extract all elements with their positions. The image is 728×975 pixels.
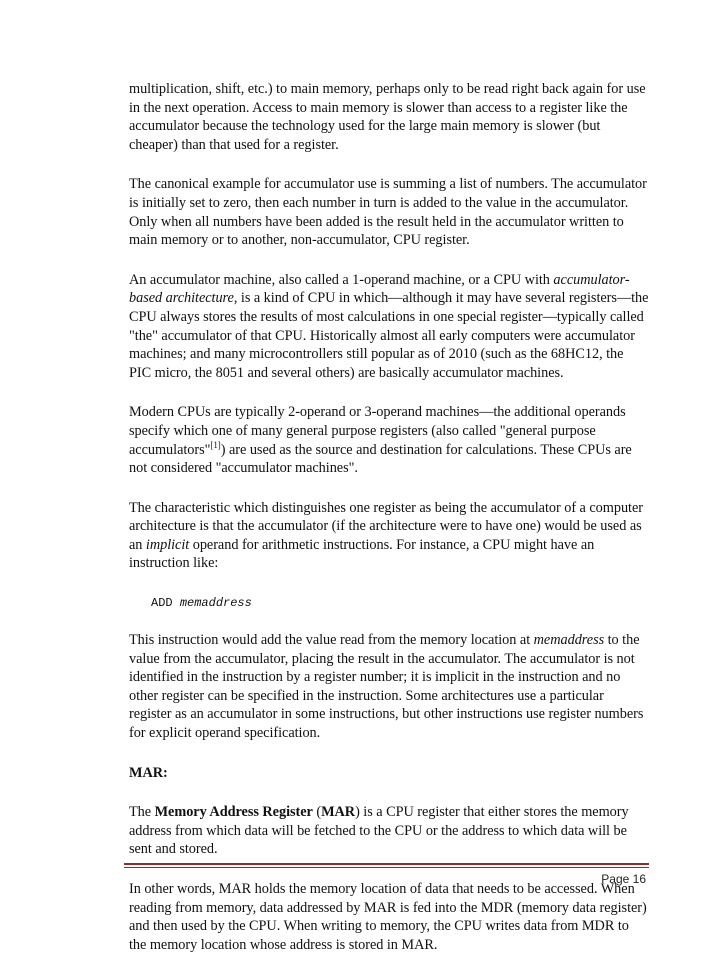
document-body [129,80,649,975]
text-run: , is a kind of CPU in which—although it may have several registers—the CPU always stores the results of most calculations in one special register—typically called "the" accumulator of that CPU. Historically almost all early computers were accumulator machines; and many microcontrollers still popular as of 2010 (such as the 68HC12, the PIC micro, the 8051 and several others) are basically accumulator machines. [129,290,649,381]
paragraph [129,499,649,573]
text-run: The [129,804,155,821]
paragraph [129,631,649,743]
italic-term: implicit [145,536,190,553]
text-run: The characteristic which distinguishes one register as being the accumulator of a computer architecture is that the accumulator (if the architecture were to have one) would be used as an [129,499,643,553]
paragraph [129,403,649,477]
paragraph: In other words, MAR holds the memory location of data that needs to be accessed. When reading from memory, data addressed by MAR is fed into the MDR (memory data register) and then used by the CPU. When writing to memory, the CPU writes data from MDR to the memory location whose address is stored in MAR. [129,881,647,953]
heading-text: MAR: [129,764,168,781]
text-run: to the value from the accumulator, placing the result in the accumulator. The accumulator is not identified in the instruction by a register number; it is implicit in the instruction and no other register can be specified in the instruction. Some architectures use a particular register as an accumulator in some instructions, but other instructions use register numbers for explicit operand specification. [129,632,644,742]
footer-rule [124,863,649,865]
code-example [151,594,649,612]
paragraph [129,803,649,859]
text-run: ) is a CPU register that either stores the memory address from which data will be fetched to the CPU or the address to which data will be sent and stored. [129,804,629,858]
citation-link[interactable]: [1] [210,439,221,450]
text-run: An accumulator machine, also called a 1-operand machine, or a CPU with [129,271,554,288]
section-heading [129,764,649,783]
text-run: Modern CPUs are typically 2-operand or 3-operand machines—the additional operands specify which one of many general purpose registers (also called "general purpose accumulators" [129,404,626,458]
italic-term: accumulator-based architecture [129,271,630,307]
text-run: ( [312,804,322,821]
text-run: ) are used as the source and destination for calculations. These CPUs are not considered "accumulator machines". [129,441,632,477]
paragraph [129,271,649,383]
bold-term: MAR [321,804,356,821]
code-operand: memaddress [179,596,252,611]
italic-term: memaddress [533,632,605,649]
paragraph: The canonical example for accumulator use is summing a list of numbers. The accumulator is initially set to zero, then each number in turn is added to the value in the accumulator. Only when all numbers have been added is the result held in the accumulator written to main memory or to another, non-accumulator, CPU register. [129,176,647,249]
bold-term: Memory Address Register [154,804,313,821]
page-number: Page 16 [601,872,646,886]
text-run: operand for arithmetic instructions. For instance, a CPU might have an instruction like: [129,536,595,572]
text-run: This instruction would add the value read from the memory location at [129,632,534,649]
code-opcode: ADD [151,596,180,611]
paragraph: multiplication, shift, etc.) to main memory, perhaps only to be read right back again for use in the next operation. Access to main memory is slower than access to a register like the accumulator because the technology used for the large main memory is slower (but cheaper) than that used for a register. [129,81,646,153]
footer-rule-thin [124,867,649,868]
